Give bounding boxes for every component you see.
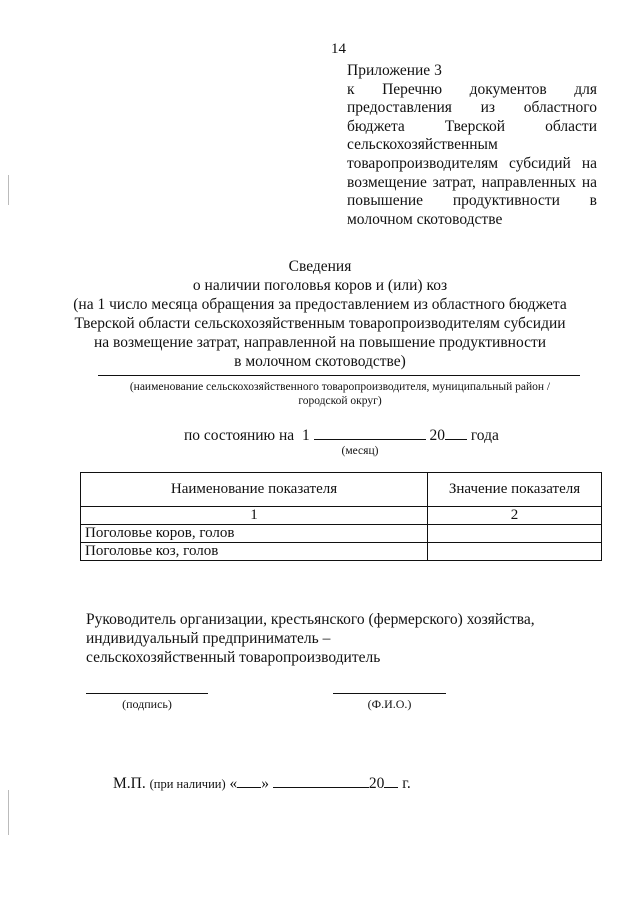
- signatory-line: сельскохозяйственный товаропроизводитель: [86, 649, 381, 666]
- indicator-value[interactable]: [428, 543, 602, 561]
- date-year-prefix: 20: [429, 427, 445, 444]
- scan-mark: [8, 790, 9, 835]
- sign-year-suffix: г.: [402, 775, 411, 792]
- column-header: Наименование показателя: [81, 473, 428, 507]
- title-line: Тверской области сельскохозяйственным товаропроизводителям субсидии: [74, 315, 566, 332]
- month-caption: (месяц): [341, 445, 379, 457]
- caption-line: (наименование сельскохозяйственного товаропроизводителя, муниципальный район /: [129, 381, 551, 393]
- appendix-line: бюджета Тверской области: [347, 117, 597, 135]
- column-number: 2: [428, 507, 602, 525]
- title-line: в молочном скотоводстве): [234, 353, 406, 370]
- title-line: о наличии поголовья коров и (или) коз: [192, 277, 448, 294]
- stamp-row: [113, 774, 411, 793]
- appendix-line: молочном скотоводстве: [347, 210, 503, 228]
- scan-mark: [8, 175, 9, 205]
- document-title: [60, 257, 580, 371]
- title-line: на возмещение затрат, направленной на повышение продуктивности: [93, 334, 547, 351]
- sign-year-prefix: 20: [368, 775, 385, 792]
- full-name-field[interactable]: [333, 693, 446, 694]
- title-line: (на 1 число месяца обращения за предоставлением из областного бюджета: [73, 296, 567, 313]
- month-field[interactable]: [314, 426, 426, 440]
- appendix-line: повышение продуктивности в: [347, 192, 597, 210]
- signature-caption: (подпись): [122, 697, 172, 711]
- day-field[interactable]: [237, 774, 261, 788]
- date-suffix: года: [470, 427, 499, 444]
- signatory-line: индивидуальный предприниматель –: [86, 630, 331, 647]
- full-name-caption: (Ф.И.О.): [367, 697, 412, 711]
- appendix-line: товаропроизводителям субсидий на: [347, 154, 597, 172]
- stamp-condition: (при наличии): [149, 777, 226, 791]
- title-line: Сведения: [288, 258, 352, 275]
- stamp-label: М.П.: [113, 775, 146, 792]
- table-row: [81, 543, 602, 561]
- caption-line: городской округ): [298, 395, 382, 407]
- open-quote: «: [229, 775, 238, 792]
- appendix-line: предоставления из областного: [347, 99, 597, 117]
- appendix-line: сельскохозяйственным: [347, 136, 498, 154]
- signatory-line: Руководитель организации, крестьянского (фермерского) хозяйства,: [86, 611, 535, 628]
- page-number: 14: [331, 41, 346, 57]
- date-day: 1: [301, 427, 310, 444]
- producer-name-caption: [90, 380, 590, 408]
- table-numbering-row: [81, 507, 602, 525]
- sign-year-field[interactable]: [384, 774, 398, 788]
- signatory-block: [86, 610, 606, 667]
- date-prefix: по состоянию на: [184, 427, 295, 444]
- table-header-row: [81, 473, 602, 507]
- year-field[interactable]: [445, 426, 467, 440]
- close-quote: »: [261, 775, 270, 792]
- livestock-table: [80, 472, 602, 561]
- date-row: [184, 426, 499, 445]
- producer-name-field[interactable]: [98, 375, 580, 376]
- appendix-header: [347, 62, 597, 229]
- signature-field[interactable]: [86, 693, 208, 694]
- column-number: 1: [81, 507, 428, 525]
- appendix-line: возмещение затрат, направленных на: [347, 173, 597, 191]
- appendix-line: к Перечню документов для: [347, 80, 597, 98]
- indicator-name: Поголовье коз, голов: [81, 543, 428, 561]
- indicator-value[interactable]: [428, 525, 602, 543]
- table-row: [81, 525, 602, 543]
- indicator-name: Поголовье коров, голов: [81, 525, 428, 543]
- sign-month-field[interactable]: [273, 774, 369, 788]
- column-header: Значение показателя: [428, 473, 602, 507]
- appendix-line: Приложение 3: [347, 62, 442, 79]
